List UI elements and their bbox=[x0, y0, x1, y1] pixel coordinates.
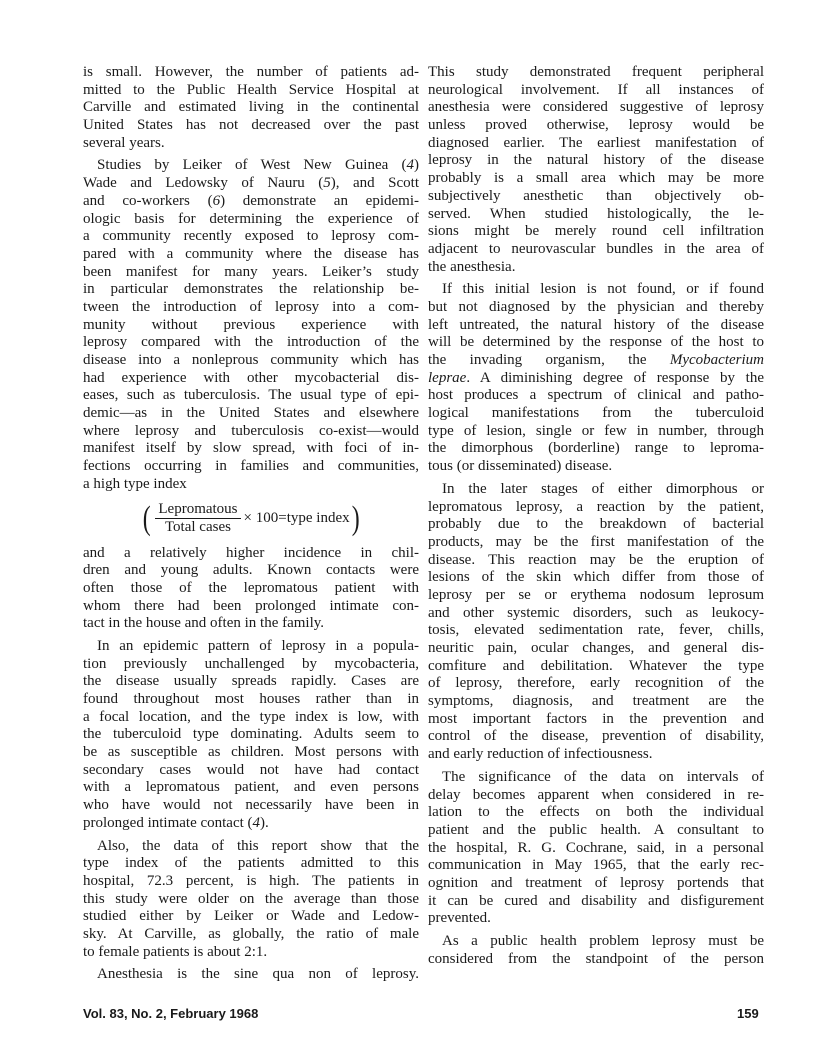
text-line: the dimorphous (borderline) range to leproma- bbox=[428, 440, 764, 457]
text-line: adjacent to neurovascular bundles in the area of bbox=[428, 240, 764, 257]
text-line: probably due to the breakdown of bacterial bbox=[428, 516, 764, 533]
text-line: studied either by Leiker or Wade and Ledow- bbox=[83, 908, 419, 925]
paragraph bbox=[428, 281, 764, 476]
text-segment: . A diminishing degree of response by the bbox=[466, 369, 764, 386]
fraction bbox=[155, 501, 240, 536]
text-line: with a lepromatous patient, and even persons bbox=[83, 779, 419, 796]
italic-text: 5 bbox=[323, 175, 331, 192]
right-parenthesis: ) bbox=[351, 499, 360, 537]
text-segment: ). bbox=[260, 814, 269, 831]
text-line: this study were older on the average than those bbox=[83, 890, 419, 907]
text-segment: prolonged intimate contact ( bbox=[83, 814, 253, 831]
text-line: a focal location, and the type index is low, with bbox=[83, 708, 419, 725]
text-segment: Studies by Leiker of West New Guinea ( bbox=[97, 157, 407, 174]
left-column-text-bottom bbox=[83, 545, 419, 985]
text-line: anesthesia were considered suggestive of leprosy bbox=[428, 99, 764, 116]
text-line: control of the disease, prevention of disability, bbox=[428, 728, 764, 745]
text-line: logical manifestations from the tuberculoid bbox=[428, 405, 764, 422]
text-line: communication in May 1965, that the early rec- bbox=[428, 857, 764, 874]
text-line: lepromatous leprosy, a reaction by the patient, bbox=[428, 498, 764, 515]
text-line: The significance of the data on intervals of bbox=[442, 768, 764, 785]
text-line: been manifest for many years. Leiker’s study bbox=[83, 263, 419, 280]
paragraph bbox=[83, 157, 419, 493]
text-line: tween the introduction of leprosy into a com- bbox=[83, 298, 419, 315]
text-line: This study demonstrated frequent peripheral bbox=[428, 64, 764, 80]
text-line: and other systemic disorders, such as leukocy- bbox=[428, 604, 764, 621]
paragraph bbox=[428, 481, 764, 764]
text-line: products, may be the first manifestation of the bbox=[428, 533, 764, 550]
text-line: unless proved otherwise, leprosy would be bbox=[428, 117, 764, 134]
text-line: prevented. bbox=[428, 910, 491, 927]
text-line: whom there had been prolonged intimate con- bbox=[83, 597, 419, 614]
text-line: As a public health problem leprosy must be bbox=[442, 933, 764, 949]
text-line: and a relatively higher incidence in chil- bbox=[83, 544, 419, 561]
text-line: type of lesion, single or few in number, through bbox=[428, 422, 764, 439]
text-line: the hospital, R. G. Cochrane, said, in a personal bbox=[428, 839, 764, 856]
text-line: probably is a small area which may be more bbox=[428, 170, 764, 187]
left-parenthesis: ( bbox=[142, 499, 151, 537]
text-line: is small. However, the number of patients ad- bbox=[83, 64, 419, 80]
text-line: United States has not decreased over the past bbox=[83, 117, 419, 134]
paragraph bbox=[83, 966, 419, 984]
text-line: the disease usually spreads rapidly. Cases are bbox=[83, 673, 419, 690]
text-line: tosis, elevated sedimentation rate, fever, chills, bbox=[428, 622, 764, 639]
text-line bbox=[428, 352, 764, 370]
text-line: where leprosy and tuberculosis co-exist—would bbox=[83, 422, 419, 439]
text-line: manifest itself by slow spread, with foci of in- bbox=[83, 440, 419, 457]
text-line: host produces a spectrum of clinical and patho- bbox=[428, 387, 764, 404]
text-segment: ) demonstrate an epidemi- bbox=[220, 192, 419, 209]
text-line: dren and young adults. Known contacts were bbox=[83, 562, 419, 579]
right-column bbox=[428, 64, 764, 973]
text-line: the tuberculoid type dominating. Adults seem to bbox=[83, 726, 419, 743]
text-line: often those of the lepromatous patient with bbox=[83, 579, 419, 596]
text-line: to female patients is about 2:1. bbox=[83, 943, 268, 960]
left-column bbox=[83, 64, 419, 989]
text-line: a community recently exposed to leprosy com- bbox=[83, 228, 419, 245]
text-line: tous (or disseminated) disease. bbox=[428, 458, 613, 475]
text-line: In the later stages of either dimorphous or bbox=[442, 480, 764, 497]
text-line: disease. This reaction may be the eruption of bbox=[428, 551, 764, 568]
type-index-formula bbox=[83, 499, 419, 539]
page-number: 159 bbox=[737, 1006, 759, 1021]
paragraph bbox=[83, 545, 419, 633]
text-line: of leprosy, therefore, early recognition of the bbox=[428, 675, 764, 692]
paragraph bbox=[83, 64, 419, 152]
text-line: comfiture and debilitation. Whatever the type bbox=[428, 657, 764, 674]
text-line: Carville and estimated living in the continental bbox=[83, 99, 419, 116]
fraction-denominator: Total cases bbox=[164, 519, 231, 535]
paragraph bbox=[428, 769, 764, 928]
text-line: If this initial lesion is not found, or if found bbox=[442, 281, 764, 298]
paragraph bbox=[428, 933, 764, 968]
text-line: Also, the data of this report show that the bbox=[97, 837, 419, 854]
text-line: Anesthesia is the sine qua non of leprosy. bbox=[97, 966, 419, 983]
text-line: ologic basis for determining the experience of bbox=[83, 210, 419, 227]
text-line: delay becomes apparent when considered in re- bbox=[428, 786, 764, 803]
fraction-numerator: Lepromatous bbox=[155, 501, 240, 519]
text-line: left untreated, the natural history of the disease bbox=[428, 316, 764, 333]
text-segment: ), and Scott bbox=[330, 175, 419, 192]
text-line: in particular demonstrates the relationship be- bbox=[83, 281, 419, 298]
formula-rest: × 100=type index bbox=[243, 509, 350, 526]
text-line: a high type index bbox=[83, 475, 187, 492]
text-line: and early reduction of infectiousness. bbox=[428, 746, 653, 763]
text-line: eases, such as tuberculosis. The usual type of epi- bbox=[83, 387, 419, 404]
text-line: leprosy in the natural history of the disease bbox=[428, 152, 764, 169]
paragraph bbox=[428, 64, 764, 276]
text-line: symptoms, diagnosis, and treatment are the bbox=[428, 693, 764, 710]
italic-text: 6 bbox=[212, 192, 221, 209]
text-line: served. When studied histologically, the le- bbox=[428, 205, 764, 222]
text-segment: and co-workers ( bbox=[83, 192, 213, 209]
text-line bbox=[83, 815, 419, 833]
text-line bbox=[83, 175, 419, 193]
text-line: the anesthesia. bbox=[428, 258, 516, 275]
text-line: be as susceptible as children. Most persons with bbox=[83, 744, 419, 761]
text-line: neuritic pain, ocular changes, and general dis- bbox=[428, 640, 764, 656]
text-line: In an epidemic pattern of leprosy in a popula- bbox=[97, 637, 419, 654]
text-line: but not diagnosed by the physician and thereby bbox=[428, 298, 764, 315]
paragraph bbox=[83, 838, 419, 962]
journal-citation: Vol. 83, No. 2, February 1968 bbox=[83, 1006, 259, 1021]
left-column-text-top bbox=[83, 64, 419, 494]
text-line: leprosy per se or erythema nodosum leprosum bbox=[428, 586, 764, 603]
text-line: fections occurring in families and communities, bbox=[83, 458, 419, 475]
text-line: pared with a community where the disease has bbox=[83, 245, 419, 262]
text-line: mitted to the Public Health Service Hospital at bbox=[83, 81, 419, 98]
text-line bbox=[428, 370, 764, 388]
text-line: leprosy compared with the introduction of the bbox=[83, 334, 419, 351]
text-line: ognition and treatment of leprosy portends that bbox=[428, 874, 764, 891]
text-line: it can be cured and disability and disfigurement bbox=[428, 892, 764, 909]
text-line: found throughout most houses rather than in bbox=[83, 691, 419, 707]
paragraph bbox=[83, 638, 419, 833]
text-line: sions might be merely round cell infiltration bbox=[428, 223, 764, 240]
text-line: neurological involvement. If all instances of bbox=[428, 81, 764, 98]
text-line: who have would not necessarily have been in bbox=[83, 797, 419, 814]
text-line: diagnosed earlier. The earliest manifestation of bbox=[428, 134, 764, 151]
text-line: several years. bbox=[83, 134, 165, 151]
text-line: most important factors in the prevention and bbox=[428, 710, 764, 727]
text-line: demic—as in the United States and elsewhere bbox=[83, 405, 419, 422]
text-segment: the invading organism, the bbox=[428, 352, 670, 368]
text-segment: Wade and Ledowsky of Nauru ( bbox=[83, 175, 324, 192]
text-line: munity without previous experience with bbox=[83, 316, 419, 333]
text-line: patient and the public health. A consultant to bbox=[428, 821, 764, 838]
text-line bbox=[83, 193, 419, 211]
text-line: subjectively anesthetic than objectively ob- bbox=[428, 187, 764, 204]
text-line: lation to the effects on both the individual bbox=[428, 804, 764, 821]
text-line: lesions of the skin which differ from those of bbox=[428, 569, 764, 586]
text-line bbox=[83, 157, 419, 175]
italic-text: 4 bbox=[406, 157, 414, 174]
text-line: tion previously unchallenged by mycobacteria, bbox=[83, 655, 419, 672]
text-line: sky. At Carville, as globally, the ratio of male bbox=[83, 925, 419, 942]
italic-text: leprae bbox=[428, 369, 467, 386]
text-line: hospital, 72.3 percent, is high. The patients in bbox=[83, 872, 419, 889]
text-segment: ) bbox=[414, 157, 419, 174]
text-line: secondary cases would not have had contact bbox=[83, 761, 419, 778]
italic-text: 4 bbox=[252, 814, 261, 831]
text-line: type index of the patients admitted to this bbox=[83, 855, 419, 872]
text-line: tact in the house and often in the family. bbox=[83, 615, 325, 632]
text-line: considered from the standpoint of the person bbox=[428, 950, 764, 967]
italic-text: Mycobacterium bbox=[669, 352, 764, 368]
text-line: disease into a nonleprous community which has bbox=[83, 352, 419, 368]
text-line: had experience with other mycobacterial dis- bbox=[83, 369, 419, 386]
text-line: will be determined by the response of the host to bbox=[428, 334, 764, 351]
